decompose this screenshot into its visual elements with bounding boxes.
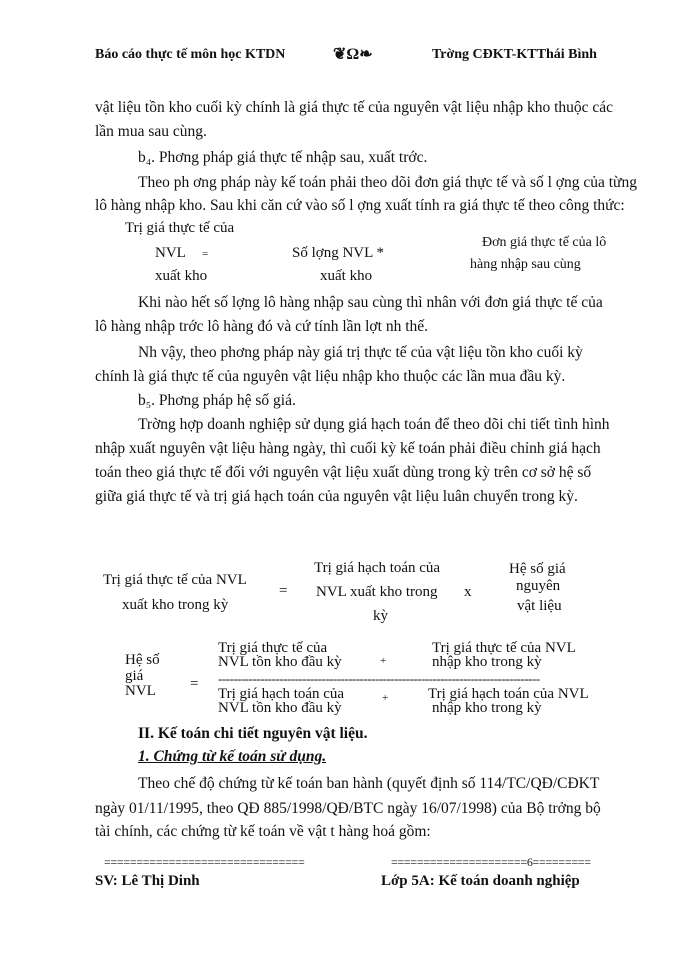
formula3-num2-line2: nhập kho trong kỳ xyxy=(432,654,542,670)
footer-class: Lớp 5A: Kế toán doanh nghiệp xyxy=(381,873,580,889)
formula3-plus-bottom: + xyxy=(382,692,389,704)
body-line: Nh vậy, theo phơng pháp này giá trị thực tế của vật liệu tồn kho cuối kỳ xyxy=(138,344,583,361)
header-right: Trờng CĐKT-KTThái Bình xyxy=(432,47,597,62)
b5-heading: b₅. Phơng pháp hệ số giá. xyxy=(138,392,296,409)
formula3-label-line1: Hệ số xyxy=(125,652,160,668)
b4-heading: b₄. Phơng pháp giá thực tế nhập sau, xuất trớc. xyxy=(138,149,428,166)
body-line: toán theo giá thực tế đối với nguyên vật liệu xuất dùng trong kỳ trên cơ sở hệ số xyxy=(95,464,592,481)
body-line: Theo ph ơng pháp này kế toán phải theo dõi đơn giá thực tế và số l ợng của từng xyxy=(138,174,637,191)
formula3-fraction-line: ------------------------------------------------------------------------------------ xyxy=(218,671,540,686)
formula3-num1-line1: Trị giá thực tế của xyxy=(218,640,328,656)
body-line: chính là giá thực tế của nguyên vật liệu nhập kho thuộc các lần mua đầu kỳ. xyxy=(95,368,566,385)
formula2-right-line3: vật liệu xyxy=(517,598,562,614)
formula3-plus-top: + xyxy=(380,655,387,667)
formula1-equals: = xyxy=(202,248,209,260)
body-line: lô hàng nhập kho. Sau khi căn cứ vào số l ợng xuất tính ra giá thực tế theo công thức: xyxy=(95,197,625,214)
formula2-right-line2: nguyên xyxy=(516,578,561,594)
footer-rule-right: =====================6========= xyxy=(391,855,591,869)
formula1-mid-line1: Số lợng NVL * xyxy=(292,245,384,261)
section-title: II. Kế toán chi tiết nguyên vật liệu. xyxy=(138,725,368,742)
body-line: lô hàng nhập trớc lô hàng đó và cứ tính lần lợt nh thế. xyxy=(95,318,429,335)
formula3-den1-line1: Trị giá hạch toán của xyxy=(218,686,345,702)
formula3-den1-line2: NVL tồn kho đầu kỳ xyxy=(218,700,342,716)
body-line: Theo chế độ chứng từ kế toán ban hành (quyết định số 114/TC/QĐ/CĐKT xyxy=(138,775,600,792)
footer-rule-left: =============================== xyxy=(104,855,305,869)
formula1-mid-line2: xuất kho xyxy=(320,268,373,284)
formula3-num2-line1: Trị giá thực tế của NVL xyxy=(432,640,576,656)
formula2-left-line1: Trị giá thực tế của NVL xyxy=(103,572,247,588)
formula3-label-line3: NVL xyxy=(125,683,156,699)
footer-student: SV: Lê Thị Dinh xyxy=(95,873,200,889)
formula2-times: x xyxy=(464,584,472,600)
formula3-num1-line2: NVL tồn kho đầu kỳ xyxy=(218,654,342,670)
section-subtitle: 1. Chứng từ kế toán sử dụng. xyxy=(138,748,327,765)
formula1-right-line1: Đơn giá thực tế của lô xyxy=(482,235,607,250)
formula2-left-line2: xuất kho trong kỳ xyxy=(122,597,229,613)
body-line: nhập xuất nguyên vật liệu hàng ngày, thì cuối kỳ kế toán phải điều chỉnh giá hạch xyxy=(95,440,601,457)
body-line: tài chính, các chứng từ kế toán về vật t hàng hoá gồm: xyxy=(95,823,431,840)
formula3-label-line2: giá xyxy=(125,668,144,684)
formula3-den2-line2: nhập kho trong kỳ xyxy=(432,700,542,716)
body-line: lần mua sau cùng. xyxy=(95,123,207,140)
header-ornament: ❦Ω❧ xyxy=(333,46,373,63)
formula2-mid-line3: kỳ xyxy=(373,608,388,624)
body-line: Trờng hợp doanh nghiệp sử dụng giá hạch toán để theo dõi chi tiết tình hình xyxy=(138,416,610,433)
body-line: ngày 01/11/1995, theo QĐ 885/1998/QĐ/BTC ngày 16/07/1998) của Bộ trởng bộ xyxy=(95,800,601,817)
formula1-left-line2: NVL xyxy=(155,245,186,261)
formula1-left-line3: xuất kho xyxy=(155,268,208,284)
formula2-equals: = xyxy=(279,583,288,599)
body-line: giữa giá thực tế và trị giá hạch toán của nguyên vật liệu luân chuyển trong kỳ. xyxy=(95,488,578,505)
formula1-right-line2: hàng nhập sau cùng xyxy=(470,257,581,272)
formula1-left-line1: Trị giá thực tế của xyxy=(125,220,235,236)
body-line: Khi nào hết số lợng lô hàng nhập sau cùng thì nhân với đơn giá thực tế của xyxy=(138,294,603,311)
formula2-mid-line1: Trị giá hạch toán của xyxy=(314,560,441,576)
formula3-equals: = xyxy=(190,676,199,692)
formula2-right-line1: Hệ số giá xyxy=(509,561,566,577)
header-left: Báo cáo thực tế môn học KTDN xyxy=(95,47,286,62)
body-line: vật liệu tồn kho cuối kỳ chính là giá thực tế của nguyên vật liệu nhập kho thuộc các xyxy=(95,99,614,116)
formula2-mid-line2: NVL xuất kho trong xyxy=(316,584,438,600)
formula3-den2-line1: Trị giá hạch toán của NVL xyxy=(428,686,589,702)
